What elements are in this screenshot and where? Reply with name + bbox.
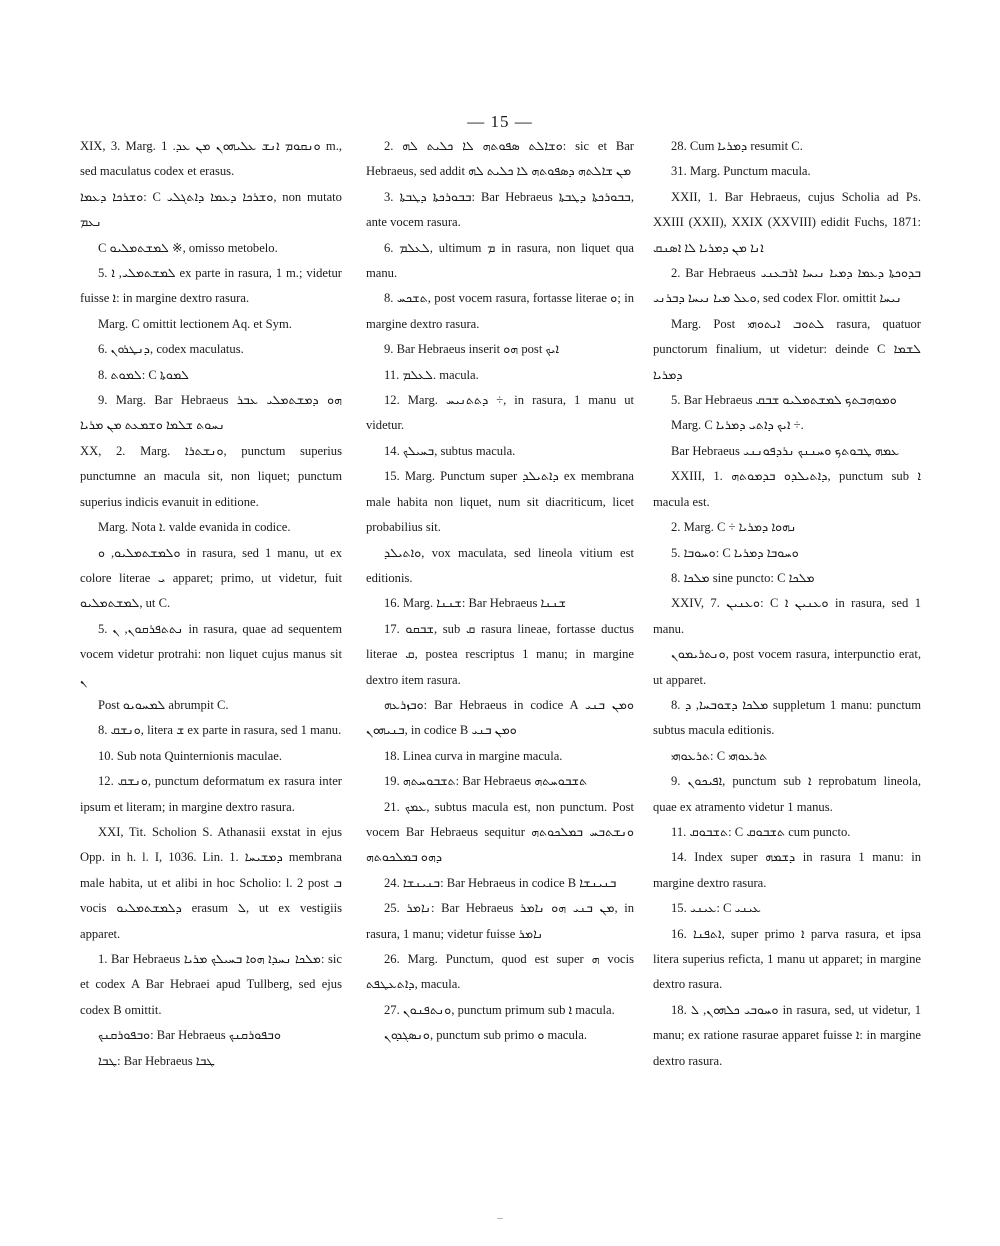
note-paragraph: XX, 2. Marg. ܘܢܫܬܪܐ, punctum superius punctumne an macula sit, non liquet; punctum superius indicis evanuit in editione.	[80, 443, 342, 509]
note-paragraph: 27. ܘܢܬܦܢܘܢ, punctum primum sub ܐ macula.	[384, 1002, 615, 1017]
note-paragraph: 5. Bar Hebraeus ܘܡܘܗܒܬܟ ܠܡܫܬܡܠܝܘ ܫܒܩ	[671, 393, 897, 408]
note-paragraph: 9. Bar Hebraeus inserit ܗܘ post ܐܝܟ	[384, 342, 560, 357]
note-paragraph: ܘܠܡܫܬܡܠܝܘ, ܘ in rasura, sed 1 manu, ut ex colore literae ܝ apparet; primo, ut videtur, fuit ܠܡܫܬܡܠܝܘ, ut C.	[80, 545, 342, 611]
note-paragraph: XXII, 1. Bar Hebraeus, cujus Scholia ad Ps. XXIII (XXII), XXIX (XXVIII) edidit Fuchs, 1871: ܐܢܐ ܡܢ ܕܡܪܝܐ ܠܐ ܐܣܢܩ	[653, 189, 921, 255]
note-paragraph: Post ܠܡܚܘܝܘ abrumpit C.	[98, 697, 229, 712]
note-paragraph: 8. ܡܠܟܐ sine puncto: C ܡܠܟܐ	[671, 570, 815, 585]
note-paragraph: ܘܢܣܓܕܘܢ, punctum sub primo ܘ macula.	[384, 1028, 588, 1043]
note-paragraph: ܘܒܦܘܪܩܢܟ: Bar Hebraeus ܘܒܦܘܪܩܢܟ	[98, 1028, 281, 1043]
note-paragraph: XXIV, 7. ܘܥܢܝܢ: C ܘܥܢܝܢ ܐ in rasura, sed 1 manu.	[653, 596, 921, 636]
note-paragraph: 5. ܠܡܫܬܡܠܝ, ܐ ex parte in rasura, 1 m.; videtur fuisse ܐ: in margine dextro rasura.	[80, 266, 342, 306]
note-paragraph: 8. ܘܢܫܩ, litera ܫ ex parte in rasura, sed 1 manu.	[98, 723, 342, 738]
note-paragraph: 6. ܕܢܛܪܘܢ, codex maculatus.	[98, 342, 244, 357]
note-paragraph: 16. Marg. ܫܢܢܐ: Bar Hebraeus ܫܢܢܐ	[384, 596, 567, 611]
note-paragraph: ܬܪܥܘܗܝ: C ܬܪܥܘܗܝ	[671, 748, 768, 763]
column-right	[653, 134, 921, 1074]
note-paragraph: 18. Linea curva in margine macula.	[384, 748, 563, 763]
page-number: — 15 —	[467, 112, 533, 131]
note-paragraph: 6. ܠܥܠܡ, ultimum ܡ in rasura, non liquet qua manu.	[366, 240, 634, 281]
note-paragraph: 15. ܥܝܢܝ: C ܥܝܢܝ	[671, 901, 761, 916]
note-paragraph: 14. ܒܚܝܠܟ, subtus macula.	[384, 443, 516, 458]
note-paragraph: 8. ܬܫܟܚ, post vocem rasura, fortasse literae ܘ; in margine dextro rasura.	[366, 291, 634, 331]
note-paragraph: 12. Marg. ܕܬܬܢܝܚ ÷, in rasura, 1 manu ut videtur.	[366, 393, 634, 433]
column-left	[80, 134, 342, 1074]
note-paragraph: ܘܢܬܪܝܡܘܢ, post vocem rasura, interpunctio erat, ut apparet.	[653, 647, 921, 687]
note-paragraph: ܘܒܙܪܥܗ: Bar Hebraeus in codice A ܘܡܢ ܒܢܝ ܒܢܝܗܘܢ, in codice B ܘܡܢ ܒܢܝ	[366, 697, 634, 738]
note-paragraph: ܛܒܐ: Bar Hebraeus ܛܒܐ	[98, 1053, 215, 1068]
note-paragraph: 12. ܘܢܫܩ, punctum deformatum ex rasura inter ipsum et literam; in margine dextro rasura.	[80, 774, 342, 814]
note-paragraph: 11. ܠܥܠܡ. macula.	[384, 367, 479, 382]
note-paragraph: 28. Cum ܕܡܪܝܐ resumit C.	[671, 139, 803, 153]
note-paragraph: XXIII, 1. ܕܐܬܝܠܕܘ ܒܕܡܘܬܗ, punctum sub ܐ macula est.	[653, 469, 921, 509]
note-paragraph: 3. ܒܒܘܪܟܬܐ ܕܛܒܬܐ: Bar Hebraeus ܒܒܘܪܟܬܐ ܕܛܒܬܐ, ante vocem rasura.	[366, 189, 634, 230]
note-paragraph: 8. ܡܠܟܐ ܕܫܘܒܚܐ, ܕ suppletum 1 manu: punctum subtus macula editionis.	[653, 697, 921, 738]
note-paragraph: 8. ܠܡܘܬ: C ܠܡܘܬܐ	[98, 367, 189, 382]
note-paragraph: 9. Marg. Bar Hebraeus ܗܘ ܕܡܫܬܡܠܝ ܥܒܪ ܢܚܘܬ ܫܠܡܐ ܘܫܡܥܬ ܡܢ ܡܪܝܐ	[80, 393, 342, 433]
note-paragraph: 25. ܢܐܡܪ: Bar Hebraeus ܡܢ ܒܢܝ ܗܘ ܢܐܡܪ, in rasura, 1 manu; videtur fuisse ܢܐܡܪ	[366, 901, 634, 941]
note-paragraph: 17. ܫܒܩܘ, sub ܩ rasura lineae, fortasse ductus literae ܩ, postea rescriptus 1 manu; in margine dextro item rasura.	[366, 621, 634, 687]
note-paragraph: Bar Hebraeus ܥܡܗ ܛܒܘܬܟ ܘܚܢܢܟ ܢܪܕܦܘܢܢܝ	[671, 443, 900, 458]
note-paragraph: XXI, Tit. Scholion S. Athanasii exstat in ejus Opp. in h. l. I, 1036. Lin. 1. ܕܡܫܝܚܐ membrana male habita, ut et alibi in hoc Scholio: l. 2 post ܒ vocis ܕܠܡܫܬܡܠܝܘ erasum ܠ, ut ex vestigiis apparet.	[80, 824, 342, 941]
note-paragraph: Marg. C omittit lectionem Aq. et Sym.	[98, 316, 292, 331]
note-paragraph: 9. ܐܦܝܟܘܢ, punctum sub ܐ reprobatum lineola, quae ex atramento videtur 1 manus.	[653, 774, 921, 814]
note-paragraph: 11. ܬܫܒܘܩ: C ܬܫܒܘܩ cum puncto.	[671, 824, 851, 839]
note-paragraph: C ܠܡܫܬܡܠܝܘ ※, omisso metobelo.	[98, 240, 278, 255]
note-paragraph: 26. Marg. Punctum, quod est super ܗ vocis ܕܐܬܥܛܦܬ, macula.	[366, 952, 634, 992]
note-paragraph: 5. ܘܚܘܒܐ: C ܘܚܘܒܐ ܕܡܪܝܐ	[671, 545, 799, 560]
note-paragraph: 19. ܬܫܒܘܚܬܗ: Bar Hebraeus ܬܫܒܘܚܬܗ	[384, 774, 588, 789]
note-paragraph: 24. ܒܢܝܢܫܐ: Bar Hebraeus in codice B ܒܢܝܢܫܐ	[384, 875, 617, 890]
page-footer-mark	[497, 1218, 503, 1225]
note-paragraph: 14. Index super ܕܫܡܗ in rasura 1 manu: in margine dextro rasura.	[653, 850, 921, 890]
column-middle	[366, 134, 634, 1049]
note-paragraph: 5. ܢܬܬܦܪܩܘܢ, ܢ in rasura, quae ad sequentem vocem videtur protrahi: non liquet cujus manus sit ܢ	[80, 621, 342, 687]
note-paragraph: Marg. Nota ܐ. valde evanida in codice.	[98, 520, 291, 535]
note-paragraph: XIX, 3. Marg. ܘܢܩܘܡ ܐܢܫ ܥܠܝܗܘܢ ܡܢ ܥܕ. 1 m., sed maculatus codex et erasus.	[80, 139, 342, 179]
note-paragraph: 10. Sub nota Quinternionis maculae.	[98, 748, 282, 763]
note-paragraph: 16. ܐܬܦܢܐ, super primo ܐ parva rasura, et ipsa litera superius reficta, 1 manu ut apparet; in margine dextro rasura.	[653, 926, 921, 992]
note-paragraph: Marg. C ܐܝܟ ܕܐܬܝ ܕܡܪܝܐ ÷.	[671, 418, 804, 433]
note-paragraph: 1. Bar Hebraeus ܡܠܟܐ ܢܚܕܐ ܗܘܐ ܒܚܝܠܟ ܡܪܝܐ: sic et codex A Bar Hebraei apud Tullberg, sed ejus codex B omittit.	[80, 952, 342, 1017]
note-paragraph: Marg. Post ܠܬܘܒ ܐܝܬܘܗܝ rasura, quatuor punctorum finalium, ut videtur: deinde C ܠܫܡܐ ܕܡܪܝܐ	[653, 316, 921, 382]
note-paragraph: 18. ܘܚܘܒܝ ܟܠܗܘܢ, ܠ in rasura, sed, ut videtur, 1 manu; ex ratione rasurae apparet fuisse ܐ: in margine dextro rasura.	[653, 1002, 921, 1068]
note-paragraph: 2. ܘܫܐܠܬ ܣܦܘܬܗ ܠܐ ܟܠܝܬ ܠܗ: sic et Bar Hebraeus, sed addit ܡܢ ܫܐܠܬܗ ܕܣܦܘܬܗ ܠܐ ܟܠܝܬ ܠܗ	[366, 139, 634, 179]
note-paragraph: ܘܫܪܟܐ ܕܥܡܐ: C ܘܫܪܟܐ ܕܥܡܐ ܕܐܬܓܠܝ, non mutato ܢܥܡ	[80, 189, 342, 230]
note-paragraph: 31. Marg. Punctum macula.	[671, 164, 811, 179]
note-paragraph: 2. Marg. C ÷ ܢܗܘܐ ܕܡܪܝܐ	[671, 520, 797, 535]
note-paragraph: ܘܐܬܝܠܕ, vox maculata, sed lineola vitium est editionis.	[366, 545, 634, 585]
note-paragraph: 21. ܥܡܟ, subtus macula est, non punctum. Post vocem Bar Hebraeus sequitur ܘܢܫܬܒܚ ܒܡܠܟܘܬܗ ܕܗܘ ܒܡܠܟܘܬܗ	[366, 799, 634, 865]
note-paragraph: 2. Bar Hebraeus ܒܕܘܟܬܐ ܕܥܡܐ ܕܡܝܐ ܢܝܚܐ ܐܪܒܥܢܝ ܘܥܠ ܡܝܐ ܢܝܚܐ ܕܒܪܢܝ, sed codex Flor. omittit ܢܝܚܐ	[653, 266, 921, 306]
note-paragraph: 15. Marg. Punctum super ܕܐܬܝܠܕ ex membrana male habita non liquet, num sit diacriticum, licet probabilius sit.	[366, 469, 634, 535]
